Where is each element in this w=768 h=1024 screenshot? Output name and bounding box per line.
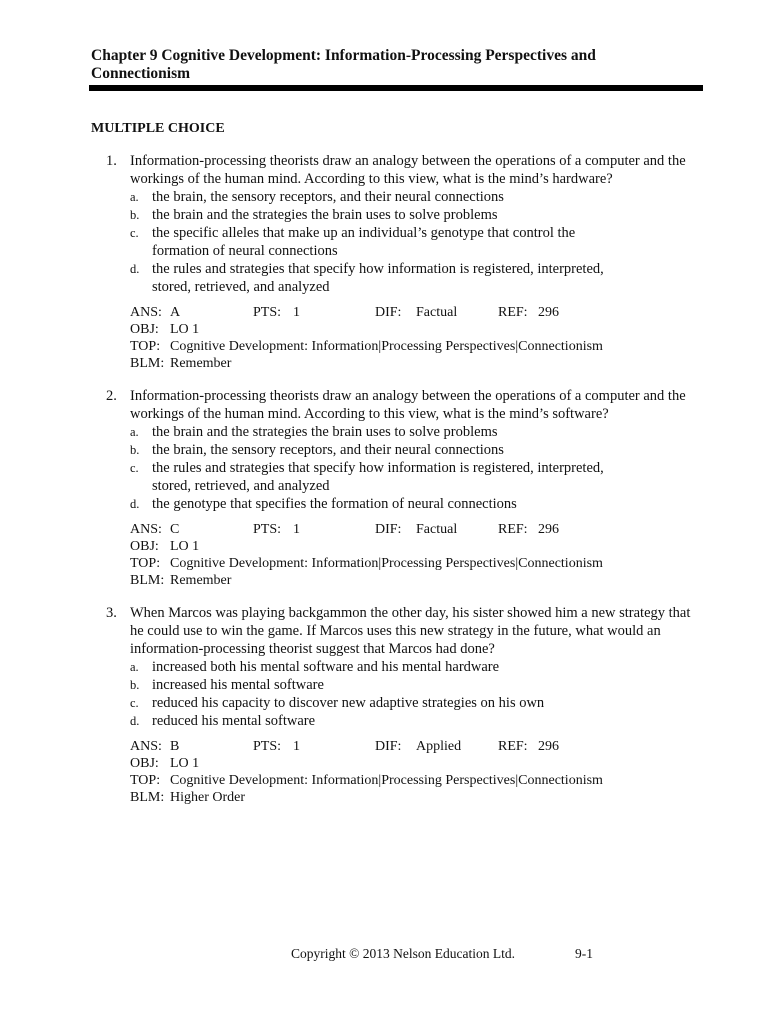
option-text: the genotype that specifies the formation of neural connections — [152, 496, 517, 512]
option-letter: c. — [130, 696, 139, 710]
dif-label: DIF: — [375, 305, 402, 320]
option-text: the rules and strategies that specify how information is registered, interpreted, stored, retrieved, and analyzed — [152, 261, 604, 295]
copyright-notice: Copyright © 2013 Nelson Education Ltd. — [291, 946, 515, 961]
page-number: 9-1 — [575, 946, 593, 961]
ref-value: 296 — [538, 739, 559, 754]
pts-value: 1 — [293, 305, 300, 320]
section-heading: MULTIPLE CHOICE — [91, 121, 225, 136]
pts-label: PTS: — [253, 739, 282, 754]
option-letter: b. — [130, 208, 140, 222]
option-text: the rules and strategies that specify how information is registered, interpreted, stored, retrieved, and analyzed — [152, 460, 604, 494]
option-letter: d. — [130, 497, 140, 511]
option-letter: a. — [130, 190, 139, 204]
option-text: the brain, the sensory receptors, and their neural connections — [152, 442, 504, 458]
top-value: Cognitive Development: Information|Processing Perspectives|Connectionism — [170, 773, 603, 788]
pts-value: 1 — [293, 739, 300, 754]
option-text: increased his mental software — [152, 677, 324, 693]
top-value: Cognitive Development: Information|Processing Perspectives|Connectionism — [170, 339, 603, 354]
pts-value: 1 — [293, 522, 300, 537]
option-letter: d. — [130, 262, 140, 276]
option-letter: b. — [130, 678, 140, 692]
top-value: Cognitive Development: Information|Processing Perspectives|Connectionism — [170, 556, 603, 571]
option-text: reduced his mental software — [152, 713, 316, 729]
blm-label: BLM: — [130, 356, 165, 371]
title-rule — [89, 85, 703, 91]
blm-label: BLM: — [130, 573, 165, 588]
option-letter: c. — [130, 461, 139, 475]
question-number: 1. — [106, 153, 117, 169]
obj-label: OBJ: — [130, 539, 159, 554]
pts-label: PTS: — [253, 305, 282, 320]
obj-value: LO 1 — [170, 756, 200, 771]
dif-value: Factual — [416, 305, 458, 320]
ans-value: B — [170, 739, 180, 754]
ans-label: ANS: — [130, 739, 162, 754]
option-text: the brain and the strategies the brain uses to solve problems — [152, 207, 498, 223]
option-text: increased both his mental software and his mental hardware — [152, 659, 500, 675]
option-text: the brain and the strategies the brain uses to solve problems — [152, 424, 498, 440]
ans-value: A — [170, 305, 181, 320]
dif-label: DIF: — [375, 522, 402, 537]
obj-value: LO 1 — [170, 539, 200, 554]
ref-label: REF: — [498, 305, 528, 320]
ref-label: REF: — [498, 739, 528, 754]
blm-label: BLM: — [130, 790, 165, 805]
option-letter: a. — [130, 425, 139, 439]
question-stem: Information-processing theorists draw an analogy between the operations of a computer and the workings of the human mind. According to this view, what is the mind’s software? — [130, 388, 686, 422]
option-text: the specific alleles that make up an individual’s genotype that control the formation of neural connections — [152, 225, 576, 259]
blm-value: Remember — [170, 573, 232, 588]
obj-label: OBJ: — [130, 756, 159, 771]
question-number: 2. — [106, 388, 117, 404]
ref-value: 296 — [538, 522, 559, 537]
option-text: the brain, the sensory receptors, and their neural connections — [152, 189, 504, 205]
question-number: 3. — [106, 605, 117, 621]
obj-label: OBJ: — [130, 322, 159, 337]
option-text: reduced his capacity to discover new adaptive strategies on his own — [152, 695, 545, 711]
ref-label: REF: — [498, 522, 528, 537]
chapter-title: Chapter 9 Cognitive Development: Information-Processing Perspectives and Connectionism — [91, 47, 596, 82]
obj-value: LO 1 — [170, 322, 200, 337]
top-label: TOP: — [130, 773, 161, 788]
option-letter: c. — [130, 226, 139, 240]
dif-label: DIF: — [375, 739, 402, 754]
top-label: TOP: — [130, 556, 161, 571]
question-stem: Information-processing theorists draw an analogy between the operations of a computer and the workings of the human mind. According to this view, what is the mind’s hardware? — [130, 153, 686, 187]
pts-label: PTS: — [253, 522, 282, 537]
option-letter: d. — [130, 714, 140, 728]
option-letter: b. — [130, 443, 140, 457]
top-label: TOP: — [130, 339, 161, 354]
dif-value: Applied — [416, 739, 462, 754]
blm-value: Higher Order — [170, 790, 246, 805]
ans-label: ANS: — [130, 305, 162, 320]
ans-value: C — [170, 522, 180, 537]
dif-value: Factual — [416, 522, 458, 537]
ans-label: ANS: — [130, 522, 162, 537]
question-stem: When Marcos was playing backgammon the other day, his sister showed him a new strategy that he could use to win the game. If Marcos uses this new strategy in the future, what would an information-processing theorist suggest that Marcos had done? — [130, 605, 691, 657]
blm-value: Remember — [170, 356, 232, 371]
option-letter: a. — [130, 660, 139, 674]
ref-value: 296 — [538, 305, 559, 320]
